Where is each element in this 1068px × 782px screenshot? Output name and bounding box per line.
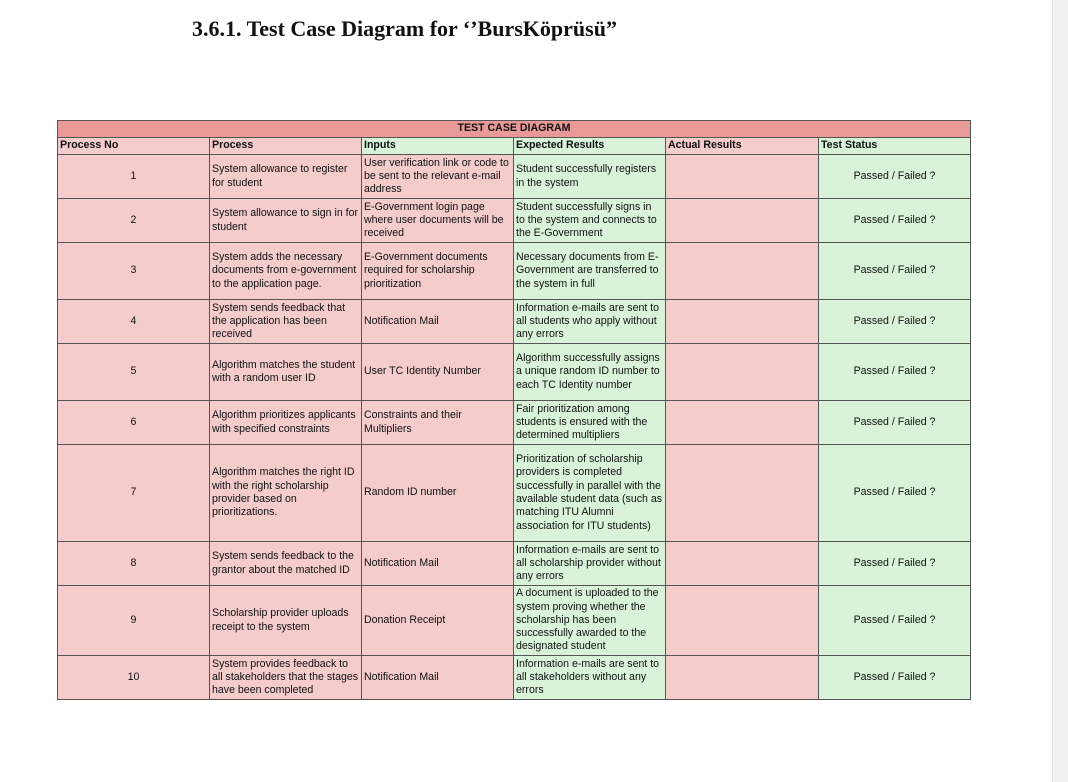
cell-expected-results: Student successfully signs in to the system and connects to the E-Government xyxy=(514,199,666,243)
table-row xyxy=(58,155,971,199)
cell-actual-results xyxy=(666,243,819,300)
cell-actual-results xyxy=(666,445,819,542)
cell-process: Algorithm matches the right ID with the right scholarship provider based on prioritizations. xyxy=(210,445,362,542)
cell-test-status: Passed / Failed ? xyxy=(819,542,971,586)
cell-inputs: E-Government login page where user documents will be received xyxy=(362,199,514,243)
cell-process: Scholarship provider uploads receipt to the system xyxy=(210,586,362,656)
cell-process: System sends feedback to the grantor about the matched ID xyxy=(210,542,362,586)
cell-expected-results: Fair prioritization among students is ensured with the determined multipliers xyxy=(514,401,666,445)
cell-actual-results xyxy=(666,300,819,344)
cell-test-status: Passed / Failed ? xyxy=(819,656,971,700)
cell-inputs: Notification Mail xyxy=(362,656,514,700)
cell-process-no: 10 xyxy=(58,656,210,700)
cell-process-no: 5 xyxy=(58,344,210,401)
cell-test-status: Passed / Failed ? xyxy=(819,300,971,344)
table-row xyxy=(58,243,971,300)
cell-test-status: Passed / Failed ? xyxy=(819,344,971,401)
cell-process: Algorithm matches the student with a random user ID xyxy=(210,344,362,401)
cell-process-no: 1 xyxy=(58,155,210,199)
header-actual-results: Actual Results xyxy=(666,138,819,155)
table-row xyxy=(58,401,971,445)
header-process: Process xyxy=(210,138,362,155)
table-row xyxy=(58,199,971,243)
table-header-row xyxy=(58,138,971,155)
cell-inputs: Notification Mail xyxy=(362,300,514,344)
cell-actual-results xyxy=(666,199,819,243)
vertical-scrollbar[interactable] xyxy=(1052,0,1068,782)
cell-process-no: 2 xyxy=(58,199,210,243)
cell-inputs: User TC Identity Number xyxy=(362,344,514,401)
cell-inputs: Constraints and their Multipliers xyxy=(362,401,514,445)
cell-process-no: 6 xyxy=(58,401,210,445)
cell-process-no: 8 xyxy=(58,542,210,586)
table-row xyxy=(58,445,971,542)
cell-actual-results xyxy=(666,586,819,656)
cell-test-status: Passed / Failed ? xyxy=(819,586,971,656)
cell-process-no: 4 xyxy=(58,300,210,344)
cell-process: System allowance to register for student xyxy=(210,155,362,199)
test-case-table xyxy=(57,120,971,700)
cell-process-no: 9 xyxy=(58,586,210,656)
cell-test-status: Passed / Failed ? xyxy=(819,401,971,445)
cell-expected-results: A document is uploaded to the system proving whether the scholarship has been successfully awarded to the designated student xyxy=(514,586,666,656)
cell-actual-results xyxy=(666,155,819,199)
table-title-row xyxy=(58,121,971,138)
cell-process: System adds the necessary documents from e-government to the application page. xyxy=(210,243,362,300)
header-inputs: Inputs xyxy=(362,138,514,155)
cell-process: System allowance to sign in for student xyxy=(210,199,362,243)
cell-expected-results: Information e-mails are sent to all students who apply without any errors xyxy=(514,300,666,344)
cell-process: System sends feedback that the application has been received xyxy=(210,300,362,344)
cell-actual-results xyxy=(666,401,819,445)
cell-inputs: E-Government documents required for scholarship prioritization xyxy=(362,243,514,300)
cell-test-status: Passed / Failed ? xyxy=(819,155,971,199)
cell-expected-results: Student successfully registers in the system xyxy=(514,155,666,199)
cell-actual-results xyxy=(666,656,819,700)
header-expected-results: Expected Results xyxy=(514,138,666,155)
cell-expected-results: Algorithm successfully assigns a unique random ID number to each TC Identity number xyxy=(514,344,666,401)
cell-inputs: Random ID number xyxy=(362,445,514,542)
section-heading: 3.6.1. Test Case Diagram for ‘’BursKöprüsü” xyxy=(192,16,617,41)
cell-inputs: Notification Mail xyxy=(362,542,514,586)
cell-expected-results: Necessary documents from E-Government are transferred to the system in full xyxy=(514,243,666,300)
table-row xyxy=(58,586,971,656)
cell-test-status: Passed / Failed ? xyxy=(819,243,971,300)
table-title: TEST CASE DIAGRAM xyxy=(58,121,971,138)
cell-inputs: Donation Receipt xyxy=(362,586,514,656)
cell-expected-results: Prioritization of scholarship providers is completed successfully in parallel with the available student data (such as matching ITU Alumni association for ITU students) xyxy=(514,445,666,542)
table-row xyxy=(58,656,971,700)
cell-process: System provides feedback to all stakeholders that the stages have been completed xyxy=(210,656,362,700)
header-test-status: Test Status xyxy=(819,138,971,155)
cell-expected-results: Information e-mails are sent to all stakeholders without any errors xyxy=(514,656,666,700)
header-process-no: Process No xyxy=(58,138,210,155)
cell-expected-results: Information e-mails are sent to all scholarship provider without any errors xyxy=(514,542,666,586)
cell-process-no: 3 xyxy=(58,243,210,300)
cell-test-status: Passed / Failed ? xyxy=(819,445,971,542)
cell-test-status: Passed / Failed ? xyxy=(819,199,971,243)
cell-inputs: User verification link or code to be sent to the relevant e-mail address xyxy=(362,155,514,199)
table-row xyxy=(58,344,971,401)
cell-actual-results xyxy=(666,344,819,401)
cell-process-no: 7 xyxy=(58,445,210,542)
table-row xyxy=(58,300,971,344)
table-row xyxy=(58,542,971,586)
cell-actual-results xyxy=(666,542,819,586)
cell-process: Algorithm prioritizes applicants with specified constraints xyxy=(210,401,362,445)
